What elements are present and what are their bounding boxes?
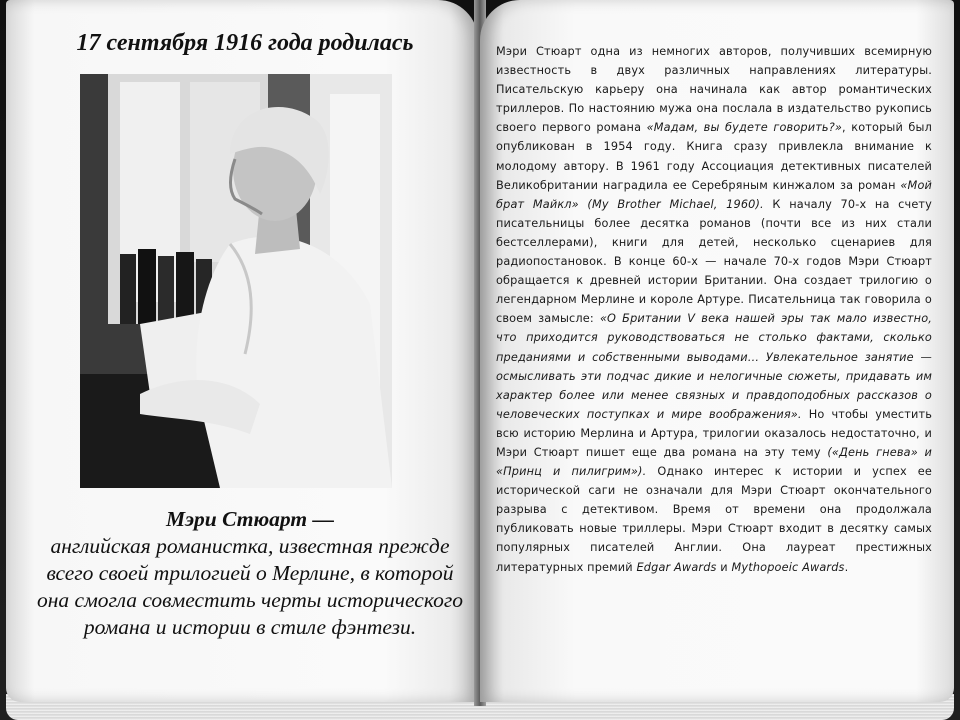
article-text-segment: . bbox=[844, 560, 849, 574]
article-text-segment: и bbox=[716, 560, 732, 574]
caption bbox=[30, 506, 470, 641]
article-italic-segment: Mythopoeic Awards bbox=[731, 560, 845, 574]
author-portrait-photo bbox=[80, 74, 392, 488]
article-italic-segment: «Мой брат Майкл» (My Brother Michael, 1960). bbox=[496, 178, 932, 211]
date-heading: 17 сентября 1916 года родилась bbox=[76, 30, 414, 56]
article-text-segment: Мэри Стюарт одна из немногих авторов, получивших всемирную известность в двух различных направлениях литературы. Писательскую карьеру она начинала как автор романтических триллеров. По настоянию мужа она послала в издательство рукопись своего первого романа bbox=[496, 45, 932, 135]
caption-name: Мэри Стюарт — bbox=[165, 507, 334, 531]
article-text-segment: , который был опубликован в 1954 году. Книга сразу привлекла внимание к молодому автору. В 1961 году Ассоциация детективных писателей Великобритании наградила ее Серебряным кинжалом за роман bbox=[496, 121, 932, 192]
article-italic-segment: («День гнева» и «Принц и пилигрим»). bbox=[496, 445, 932, 479]
caption-text: английская романистка, известная прежде всего своей трилогией о Мерлине, в которой она смогла совместить черты исторического романа и истории в стиле фэнтези. bbox=[37, 534, 463, 639]
article-italic-segment: «О Британии V века нашей эры так мало известно, что приходится руководствоваться не столько фактами, сколько преданиями и собственными выводами… Увлекательное занятие — осмысливать эти подчас дикие и нелогичные сюжеты, придавать им характер более или менее связных и правдоподобных рассказов о человеческих поступках и мире воображения». bbox=[496, 312, 932, 421]
article-text-segment: Но чтобы уместить всю историю Мерлина и Артура, трилогии оказалось недостаточно, и Мэри Стюарт пишет еще два романа на эту тему bbox=[496, 407, 933, 459]
article-italic-segment: Edgar Awards bbox=[636, 560, 717, 574]
article-text-segment: К началу 70-х на счету писательницы более десятка романов (почти все из них стали бестселлерами), книги для детей, несколько сценариев для радиопостановок. В конце 60-х — начале 70-х годов Мэри Стюарт обращается к древней истории Британии. Она создает трилогию о легендарном Мерлине и короле Артуре. Писательница так говорила о своем замысле: bbox=[496, 197, 932, 326]
article-text-segment: Однако интерес к истории и успех ее исторической саги не означали для Мэри Стюарт окончательного разрыва с детективом. Время от времени она продолжала публиковать новые триллеры. Мэри Стюарт входит в десятку самых популярных писателей Англии. Она лауреат престижных литературных премий bbox=[496, 465, 933, 574]
biography-text bbox=[496, 42, 932, 577]
article-italic-segment: «Мадам, вы будете говорить?» bbox=[646, 121, 843, 135]
